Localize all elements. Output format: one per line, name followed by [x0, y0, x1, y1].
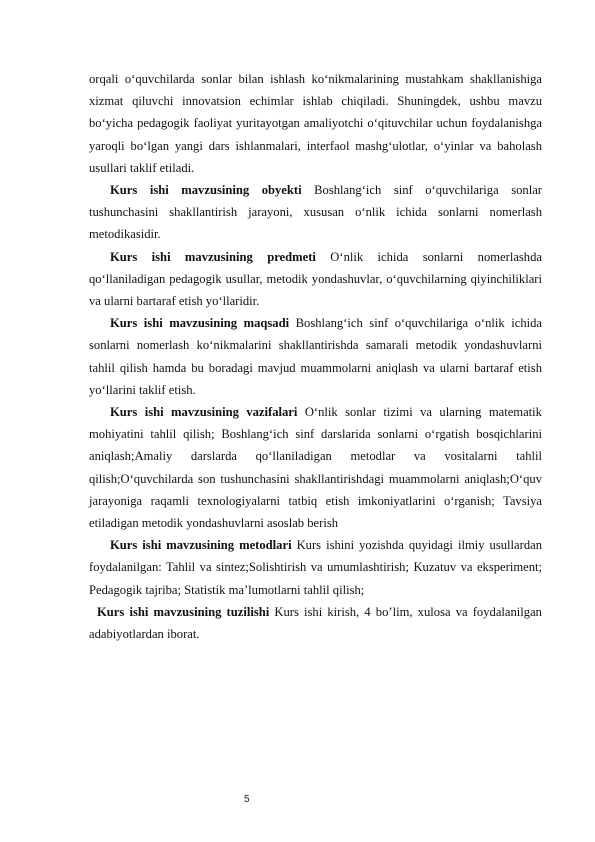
paragraph-lead-subject: Kurs ishi mavzusining predmeti — [110, 249, 316, 264]
document-body — [89, 68, 542, 645]
paragraph-subject — [89, 246, 542, 313]
page-number: 5 — [244, 794, 250, 805]
paragraph-text: Kurs ishi kirish, 4 bo’lim, xulosa va foydalanilgan adabiyotlardan iborat. — [89, 604, 542, 642]
paragraph-text: O‘nlik ichida sonlarni nomerlashda qo‘llaniladigan pedagogik usullar, metodik yondashuvlar, o‘quvchilarning qiyinchiliklari va ularni bartaraf etish yo‘llaridir. — [89, 249, 542, 309]
paragraph-text: Boshlang‘ich sinf o‘quvchilariga sonlar tushunchasini shakllantirish jarayoni, xususan o‘nlik ichida sonlarni nomerlash metodikasidir. — [89, 183, 542, 242]
paragraph-text: Kurs ishini yozishda quyidagi ilmiy usullardan foydalanilgan: Tahlil va sintez;Solishtirish va umumlashtirish; Kuzatuv va eksperiment; Pedagogik tajriba; Statistik ma’lumotlarni tahlil qilish; — [89, 538, 543, 597]
paragraph-tasks — [89, 401, 542, 534]
paragraph-goal — [89, 312, 542, 401]
paragraph-text: Boshlang‘ich sinf o‘quvchilariga o‘nlik ichida sonlarni nomerlash ko‘nikmalarini shakllantirishda samarali metodik yondashuvlarni tahlil qilish hamda bu boradagi mavjud muammolarni aniqlash va ularni bartaraf etish yo‘llarini taklif etish. — [89, 316, 543, 397]
paragraph-lead-goal: Kurs ishi mavzusining maqsadi — [110, 316, 290, 331]
paragraph-lead-tasks: Kurs ishi mavzusining vazifalari — [110, 405, 298, 420]
paragraph-object — [89, 179, 542, 246]
paragraph-text: O‘nlik sonlar tizimi va ularning matematik mohiyatini tahlil qilish; Boshlang‘ich sinf darslarida sonlarni o‘rgatish bosqichlarini aniqlash;Amaliy darslarda qo‘llaniladigan metodlar va vositalarni tahlil qilish;O‘quvchilarda son tushunchasini shakllantirishdagi muammolarni aniqlash;O‘quv jarayoniga raqamli texnologiyalarni tatbiq etish imkoniyatlarini o‘rganish; Tavsiya etiladigan metodik yondashuvlarni asoslab berish — [89, 405, 542, 531]
paragraph-lead-object: Kurs ishi mavzusining obyekti — [110, 183, 302, 198]
paragraph-lead-structure: Kurs ishi mavzusining tuzilishi — [97, 604, 270, 619]
paragraph-text: orqali o‘quvchilarda sonlar bilan ishlash ko‘nikmalarining mustahkam shakllanishiga xizmat qiluvchi innovatsion echimlar ishlab chiqiladi. Shuningdek, ushbu mavzu bo‘yicha pedagogik faoliyat yuritayotgan amaliyotchi o‘qituvchilar uchun foydalanishga yaroqli bo‘lgan yangi dars ishlanmalari, interfaol mashg‘ulotlar, o‘yinlar va baholash usullari taklif etiladi. — [89, 72, 542, 175]
paragraph-structure — [89, 601, 542, 645]
paragraph-intro-continuation — [89, 68, 542, 179]
paragraph-methods — [89, 534, 542, 601]
paragraph-lead-methods: Kurs ishi mavzusining metodlari — [110, 538, 292, 553]
